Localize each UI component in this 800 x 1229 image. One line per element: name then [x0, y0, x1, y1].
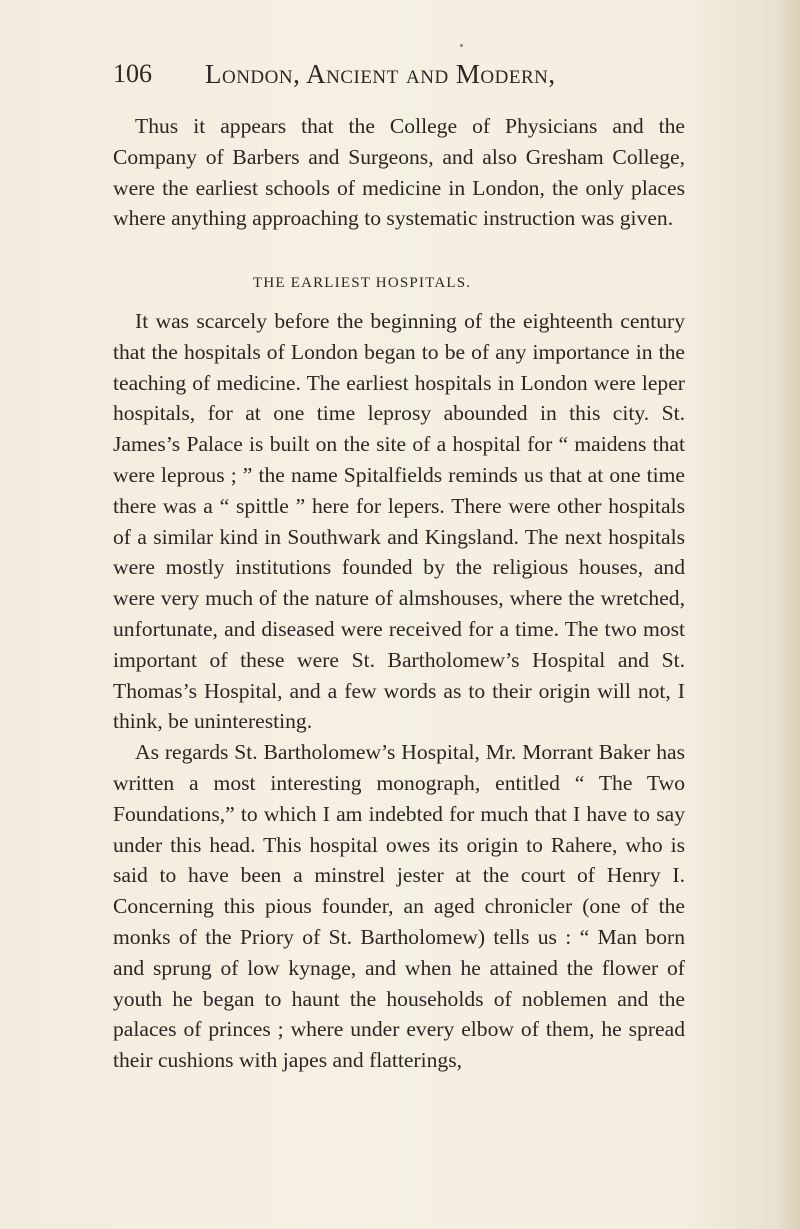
intro-text — [113, 111, 685, 234]
print-speck — [460, 44, 463, 47]
running-head — [113, 52, 673, 96]
paragraph: It was scarcely before the beginning of the eighteenth century that the hospitals of London began to be of any importance in the teaching of medicine. The earliest hospitals in London were leper hospitals, for at one time leprosy abounded in this city. St. James’s Palace is built on the site of a hospital for “ maidens that were leprous ; ” the name Spitalfields reminds us that at one time there was a “ spittle ” here for lepers. There were other hospitals of a similar kind in Southwark and Kingsland. The next hospitals were mostly institutions founded by the religious houses, and were very much of the nature of almshouses, where the wretched, unfortunate, and diseased were received for a time. The two most important of these were St. Bartholomew’s Hospital and St. Thomas’s Hospital, and a few words as to their origin will not, I think, be uninteresting. — [113, 309, 685, 734]
paragraph: Thus it appears that the College of Physicians and the Company of Barbers and Surgeons, and also Gresham College, were the earliest schools of medicine in London, the only places where anything approaching to systematic instruction was given. — [113, 114, 685, 231]
running-title: London, Ancient and Modern, — [205, 59, 556, 89]
page-number: 106 — [113, 59, 152, 88]
section-heading: THE EARLIEST HOSPITALS. — [253, 275, 472, 291]
section-body — [113, 306, 685, 1076]
paragraph: As regards St. Bartholomew’s Hospital, Mr. Morrant Baker has written a most interesting monograph, entitled “ The Two Foundations,” to which I am indebted for much that I have to say under this head. This hospital owes its origin to Rahere, who is said to have been a minstrel jester at the court of Henry I. Concerning this pious founder, an aged chronicler (one of the monks of the Priory of St. Bartholomew) tells us : “ Man born and sprung of low kynage, and when he attained the flower of youth he began to haunt the households of noblemen and the palaces of princes ; where under every elbow of them, he spread their cushions with japes and flatterings, — [113, 740, 685, 1073]
